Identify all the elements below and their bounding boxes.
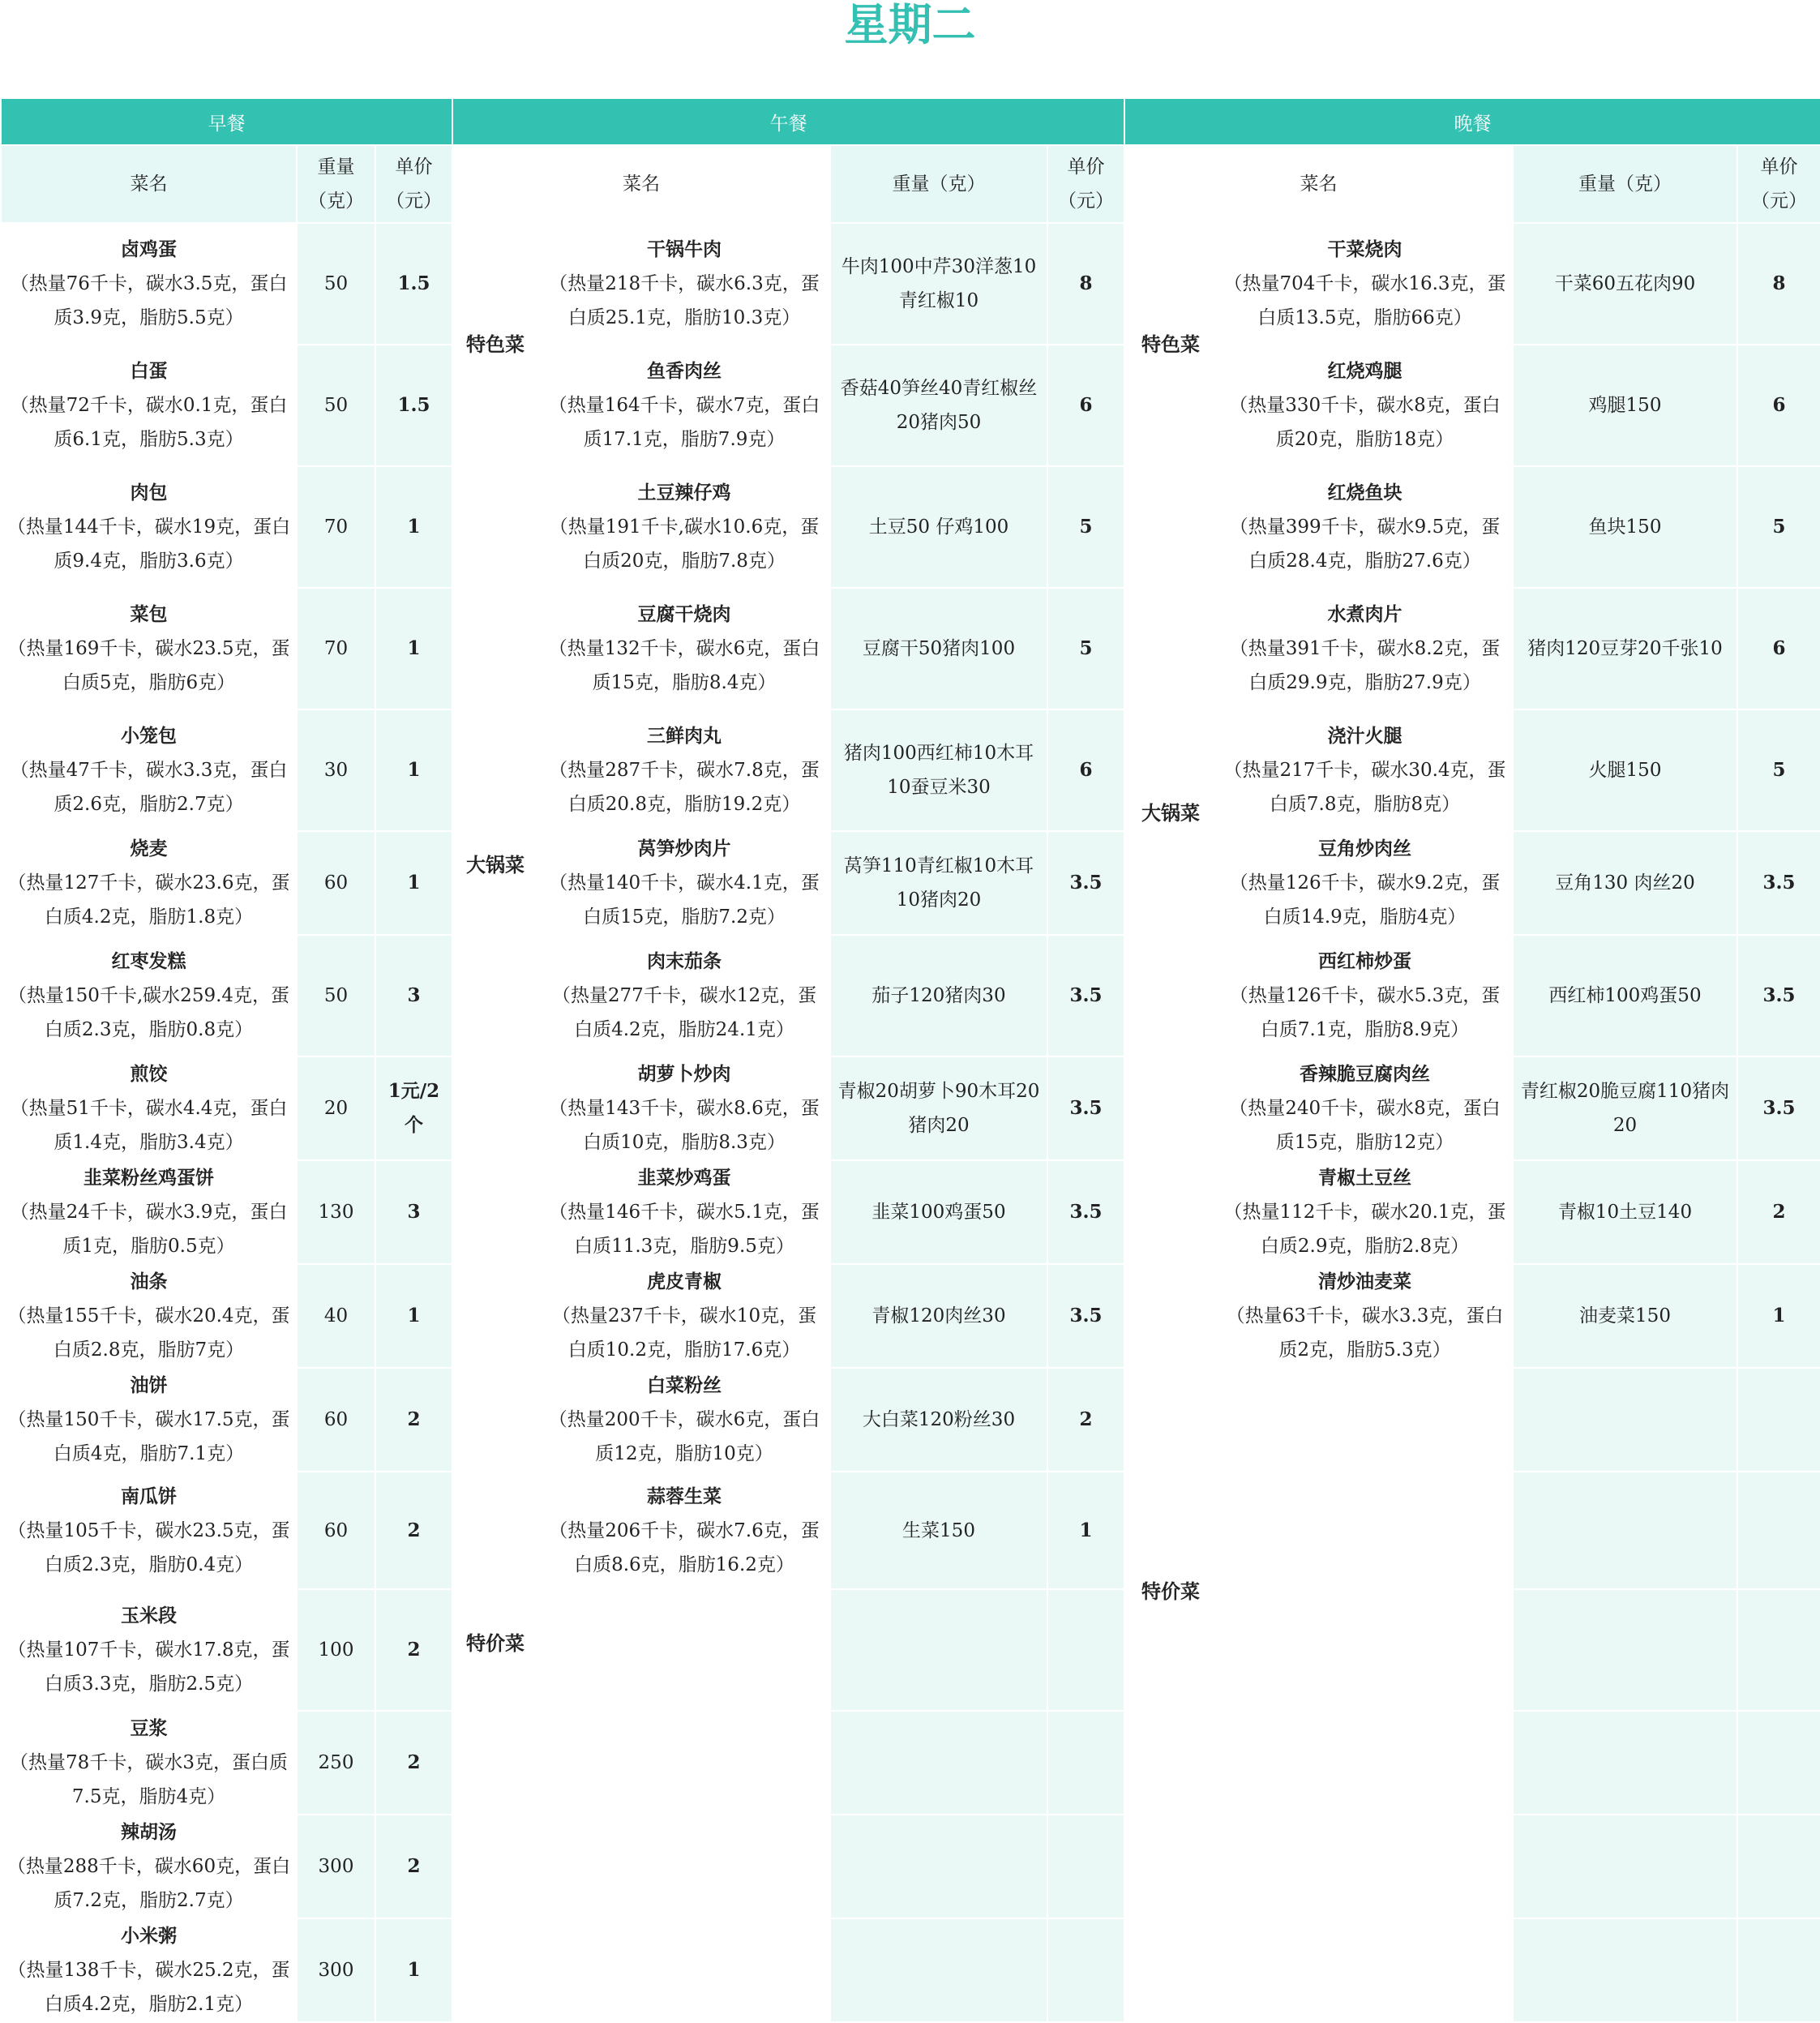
menu-row <box>1 1815 1820 1918</box>
empty-cell <box>1217 1711 1513 1815</box>
empty-cell <box>1047 1918 1124 2022</box>
dish-cell <box>538 1472 830 1589</box>
empty-cell <box>1513 1918 1737 2022</box>
dish-nutrition: （热量200千卡，碳水6克，蛋白质12克，脂肪10克） <box>548 1409 820 1464</box>
dish-nutrition: （热量155千卡，碳水20.4克，蛋白质2.8克，脂肪7克） <box>7 1305 290 1361</box>
menu-row <box>1 223 1820 345</box>
dish-cell <box>1 1711 297 1815</box>
meal-dinner: 晚餐 <box>1124 98 1820 145</box>
dish-nutrition: （热量78千卡，碳水3克，蛋白质7.5克，脂肪4克） <box>10 1752 288 1807</box>
dish-price: 2 <box>375 1368 452 1472</box>
dish-nutrition: （热量24千卡，碳水3.9克，蛋白质1克，脂肪0.5克） <box>10 1202 288 1257</box>
dish-weight: 青椒10土豆140 <box>1513 1160 1737 1264</box>
dish-nutrition: （热量150千卡,碳水259.4克，蛋白质2.3克，脂肪0.8克） <box>7 985 290 1040</box>
dish-cell <box>1 1918 297 2022</box>
dish-nutrition: （热量107千卡，碳水17.8克，蛋白质3.3克，脂肪2.5克） <box>7 1639 290 1695</box>
dish-cell <box>1 1815 297 1918</box>
dish-price: 2 <box>1047 1368 1124 1472</box>
dish-nutrition: （热量217千卡，碳水30.4克，蛋白质7.8克，脂肪8克） <box>1223 760 1506 815</box>
dish-price: 3.5 <box>1737 1057 1820 1160</box>
dish-weight: 油麦菜150 <box>1513 1264 1737 1368</box>
dish-cell <box>1 1589 297 1711</box>
dish-nutrition: （热量126千卡，碳水9.2克，蛋白质14.9克，脂肪4克） <box>1229 872 1501 928</box>
category-value: 特价菜 <box>1124 1160 1217 2022</box>
dish-weight: 50 <box>297 345 375 466</box>
dish-cell <box>1 709 297 831</box>
dish-nutrition: （热量399千卡，碳水9.5克，蛋白质28.4克，脂肪27.6克） <box>1229 516 1501 572</box>
dish-name: 南瓜饼 <box>121 1485 177 1507</box>
dish-weight: 莴笋110青红椒10木耳10猪肉20 <box>830 831 1047 935</box>
dish-weight: 50 <box>297 935 375 1057</box>
col-header-price: 单价（元） <box>1047 145 1124 223</box>
dish-nutrition: （热量105千卡，碳水23.5克，蛋白质2.3克，脂肪0.4克） <box>7 1519 290 1575</box>
dish-nutrition: （热量704千卡，碳水16.3克，蛋白质13.5克，脂肪66克） <box>1223 273 1506 328</box>
dish-cell <box>1217 709 1513 831</box>
dish-name: 白蛋 <box>130 360 168 382</box>
dish-name: 青椒土豆丝 <box>1318 1167 1411 1189</box>
col-header-name: 菜名 <box>452 145 830 223</box>
dish-cell <box>1217 345 1513 466</box>
dish-price: 2 <box>375 1815 452 1918</box>
dish-name: 肉末茄条 <box>647 950 722 972</box>
empty-cell <box>830 1589 1047 1711</box>
col-header-price: 单价（元） <box>375 145 452 223</box>
dish-price: 2 <box>375 1589 452 1711</box>
menu-row <box>1 709 1820 831</box>
dish-nutrition: （热量51千卡，碳水4.4克，蛋白质1.4克，脂肪3.4克） <box>10 1098 288 1153</box>
dish-cell <box>1217 831 1513 935</box>
dish-name: 玉米段 <box>121 1605 177 1627</box>
menu-row <box>1 1160 1820 1264</box>
dish-nutrition: （热量287千卡，碳水7.8克，蛋白质20.8克，脂肪19.2克） <box>549 760 820 815</box>
dish-nutrition: （热量143千卡，碳水8.6克，蛋白质10克，脂肪8.3克） <box>549 1098 820 1153</box>
dish-cell <box>538 1160 830 1264</box>
dish-weight: 70 <box>297 466 375 588</box>
dish-weight: 干菜60五花肉90 <box>1513 223 1737 345</box>
dish-nutrition: （热量206千卡，碳水7.6克，蛋白质8.6克，脂肪16.2克） <box>549 1519 820 1575</box>
dish-cell <box>1 466 297 588</box>
dish-weight: 130 <box>297 1160 375 1264</box>
empty-cell <box>1737 1918 1820 2022</box>
dish-weight: 60 <box>297 1472 375 1589</box>
col-header-weight: 重量（克） <box>297 145 375 223</box>
dish-price: 1 <box>375 1264 452 1368</box>
dish-name: 莴笋炒肉片 <box>637 838 731 859</box>
menu-row <box>1 1589 1820 1711</box>
menu-row <box>1 1711 1820 1815</box>
dish-price: 1 <box>375 588 452 709</box>
col-header-price: 单价（元） <box>1737 145 1820 223</box>
dish-name: 小笼包 <box>121 725 177 747</box>
meal-breakfast: 早餐 <box>1 98 452 145</box>
dish-name: 鱼香肉丝 <box>647 360 722 382</box>
dish-price: 5 <box>1047 588 1124 709</box>
empty-cell <box>1217 1368 1513 1472</box>
dish-name: 三鲜肉丸 <box>647 725 722 747</box>
meal-lunch: 午餐 <box>452 98 1124 145</box>
dish-weight: 鸡腿150 <box>1513 345 1737 466</box>
dish-nutrition: （热量126千卡，碳水5.3克，蛋白质7.1克，脂肪8.9克） <box>1229 985 1501 1040</box>
dish-cell <box>1 1368 297 1472</box>
dish-weight: 100 <box>297 1589 375 1711</box>
category-special: 特色菜 <box>1124 223 1217 466</box>
dish-price: 1 <box>375 831 452 935</box>
dish-weight: 250 <box>297 1711 375 1815</box>
dish-nutrition: （热量288千卡，碳水60克，蛋白质7.2克，脂肪2.7克） <box>6 1856 291 1911</box>
dish-name: 水煮肉片 <box>1327 603 1402 625</box>
dish-cell <box>538 1368 830 1472</box>
dish-nutrition: （热量277千卡，碳水12克，蛋白质4.2克，脂肪24.1克） <box>551 985 817 1040</box>
empty-cell <box>1513 1589 1737 1711</box>
dish-name: 香辣脆豆腐肉丝 <box>1300 1063 1430 1085</box>
menu-row <box>1 1057 1820 1160</box>
empty-cell <box>1217 1472 1513 1589</box>
dish-weight: 青椒20胡萝卜90木耳20猪肉20 <box>830 1057 1047 1160</box>
menu-row <box>1 345 1820 466</box>
empty-cell <box>830 1918 1047 2022</box>
dish-nutrition: （热量191千卡,碳水10.6克，蛋白质20克，脂肪7.8克） <box>549 516 820 572</box>
dish-cell <box>1217 466 1513 588</box>
dish-cell <box>538 345 830 466</box>
dish-price: 3 <box>375 935 452 1057</box>
dish-name: 豆腐干烧肉 <box>637 603 731 625</box>
dish-weight: 300 <box>297 1815 375 1918</box>
dish-name: 白菜粉丝 <box>647 1374 722 1396</box>
dish-price: 3.5 <box>1047 1057 1124 1160</box>
dish-weight: 青椒120肉丝30 <box>830 1264 1047 1368</box>
dish-price: 1 <box>375 709 452 831</box>
dish-name: 浇汁火腿 <box>1327 725 1402 747</box>
dish-price: 3.5 <box>1047 935 1124 1057</box>
dish-name: 土豆辣仔鸡 <box>637 482 731 504</box>
dish-weight: 猪肉120豆芽20千张10 <box>1513 588 1737 709</box>
dish-name: 蒜蓉生菜 <box>647 1485 722 1507</box>
empty-cell <box>1513 1815 1737 1918</box>
dish-cell <box>1217 588 1513 709</box>
dish-cell <box>1217 1057 1513 1160</box>
empty-cell <box>538 1815 830 1918</box>
empty-cell <box>830 1711 1047 1815</box>
dish-name: 烧麦 <box>130 838 168 859</box>
menu-row <box>1 1472 1820 1589</box>
dish-nutrition: （热量240千卡，碳水8克，蛋白质15克，脂肪12克） <box>1229 1098 1501 1153</box>
dish-price: 3.5 <box>1047 1160 1124 1264</box>
dish-nutrition: （热量140千卡，碳水4.1克，蛋白质15克，脂肪7.2克） <box>549 872 820 928</box>
col-header-weight: 重量（克） <box>830 145 1047 223</box>
meal-header-row <box>1 98 1820 145</box>
category-special: 特色菜 <box>452 223 538 466</box>
dish-price: 2 <box>1737 1160 1820 1264</box>
dish-name: 韭菜炒鸡蛋 <box>637 1167 731 1189</box>
dish-name: 油饼 <box>130 1374 168 1396</box>
dish-price: 3.5 <box>1737 935 1820 1057</box>
empty-cell <box>1217 1918 1513 2022</box>
dish-nutrition: （热量76千卡，碳水3.5克，蛋白质3.9克，脂肪5.5克） <box>10 273 288 328</box>
dish-nutrition: （热量169千卡，碳水23.5克，蛋白质5克，脂肪6克） <box>7 638 290 693</box>
empty-cell <box>1047 1815 1124 1918</box>
dish-nutrition: （热量330千卡，碳水8克，蛋白质20克，脂肪18克） <box>1229 395 1501 450</box>
dish-weight: 30 <box>297 709 375 831</box>
dish-cell <box>1217 223 1513 345</box>
dish-cell <box>1217 935 1513 1057</box>
dish-weight: 茄子120猪肉30 <box>830 935 1047 1057</box>
dish-name: 菜包 <box>130 603 168 625</box>
dish-price: 2 <box>375 1711 452 1815</box>
empty-cell <box>1513 1711 1737 1815</box>
dish-nutrition: （热量164千卡，碳水7克，蛋白质17.1克，脂肪7.9克） <box>548 395 820 450</box>
dish-price: 3 <box>375 1160 452 1264</box>
dish-weight: 70 <box>297 588 375 709</box>
dish-cell <box>1 1264 297 1368</box>
dish-weight: 大白菜120粉丝30 <box>830 1368 1047 1472</box>
dish-nutrition: （热量218千卡，碳水6.3克，蛋白质25.1克，脂肪10.3克） <box>549 273 820 328</box>
empty-cell <box>830 1815 1047 1918</box>
dish-weight: 生菜150 <box>830 1472 1047 1589</box>
dish-nutrition: （热量150千卡，碳水17.5克，蛋白质4克，脂肪7.1克） <box>7 1409 290 1464</box>
dish-cell <box>538 1264 830 1368</box>
dish-price: 1.5 <box>375 345 452 466</box>
dish-cell <box>538 588 830 709</box>
menu-row <box>1 1264 1820 1368</box>
dish-name: 肉包 <box>130 482 168 504</box>
dish-price: 8 <box>1047 223 1124 345</box>
dish-cell <box>1 1160 297 1264</box>
menu-body <box>1 223 1820 2022</box>
dish-cell <box>1 223 297 345</box>
dish-cell <box>1 588 297 709</box>
dish-name: 韭菜粉丝鸡蛋饼 <box>84 1167 214 1189</box>
dish-nutrition: （热量112千卡，碳水20.1克，蛋白质2.9克，脂肪2.8克） <box>1223 1202 1506 1257</box>
empty-cell <box>1737 1589 1820 1711</box>
dish-weight: 韭菜100鸡蛋50 <box>830 1160 1047 1264</box>
menu-row <box>1 831 1820 935</box>
dish-name: 小米粥 <box>121 1925 177 1947</box>
dish-price: 1 <box>1737 1264 1820 1368</box>
dish-nutrition: （热量127千卡，碳水23.6克，蛋白质4.2克，脂肪1.8克） <box>7 872 290 928</box>
dish-name: 清炒油麦菜 <box>1318 1271 1411 1292</box>
dish-cell <box>538 466 830 588</box>
empty-cell <box>1217 1815 1513 1918</box>
dish-price: 1 <box>375 1918 452 2022</box>
dish-weight: 40 <box>297 1264 375 1368</box>
dish-name: 豆角炒肉丝 <box>1318 838 1411 859</box>
dish-weight: 60 <box>297 831 375 935</box>
dish-weight: 香菇40笋丝40青红椒丝20猪肉50 <box>830 345 1047 466</box>
dish-nutrition: （热量391千卡，碳水8.2克，蛋白质29.9克，脂肪27.9克） <box>1229 638 1501 693</box>
dish-name: 辣胡汤 <box>121 1821 177 1843</box>
dish-nutrition: （热量138千卡，碳水25.2克，蛋白质4.2克，脂肪2.1克） <box>7 1960 290 2015</box>
empty-cell <box>1737 1368 1820 1472</box>
dish-price: 5 <box>1047 466 1124 588</box>
dish-cell <box>1 1472 297 1589</box>
menu-row <box>1 935 1820 1057</box>
dish-cell <box>1 831 297 935</box>
category-value: 特价菜 <box>452 1264 538 2022</box>
dish-name: 豆浆 <box>130 1717 168 1739</box>
empty-cell <box>1737 1472 1820 1589</box>
dish-name: 胡萝卜炒肉 <box>637 1063 731 1085</box>
dish-name: 油条 <box>130 1271 168 1292</box>
menu-table <box>0 97 1820 2023</box>
dish-price: 6 <box>1047 709 1124 831</box>
dish-weight: 60 <box>297 1368 375 1472</box>
empty-cell <box>1217 1589 1513 1711</box>
dish-nutrition: （热量63千卡，碳水3.3克，蛋白质2克，脂肪5.3克） <box>1226 1305 1504 1361</box>
dish-name: 红枣发糕 <box>111 950 186 972</box>
menu-row <box>1 466 1820 588</box>
dish-price: 3.5 <box>1737 831 1820 935</box>
dish-weight: 猪肉100西红柿10木耳10蚕豆米30 <box>830 709 1047 831</box>
dish-weight: 青红椒20脆豆腐110猪肉20 <box>1513 1057 1737 1160</box>
dish-price: 2 <box>375 1472 452 1589</box>
empty-cell <box>1513 1472 1737 1589</box>
dish-weight: 300 <box>297 1918 375 2022</box>
dish-nutrition: （热量132千卡，碳水6克，蛋白质15克，脂肪8.4克） <box>548 638 820 693</box>
dish-name: 煎饺 <box>130 1063 168 1085</box>
dish-price: 3.5 <box>1047 1264 1124 1368</box>
dish-cell <box>1 935 297 1057</box>
dish-weight: 鱼块150 <box>1513 466 1737 588</box>
column-header-row <box>1 145 1820 223</box>
dish-name: 西红柿炒蛋 <box>1318 950 1411 972</box>
dish-weight: 西红柿100鸡蛋50 <box>1513 935 1737 1057</box>
dish-nutrition: （热量146千卡，碳水5.1克，蛋白质11.3克，脂肪9.5克） <box>549 1202 820 1257</box>
dish-price: 1 <box>1047 1472 1124 1589</box>
dish-cell <box>538 831 830 935</box>
dish-price: 6 <box>1737 588 1820 709</box>
dish-weight: 豆角130 肉丝20 <box>1513 831 1737 935</box>
dish-nutrition: （热量47千卡，碳水3.3克，蛋白质2.6克，脂肪2.7克） <box>10 760 288 815</box>
category-pot: 大锅菜 <box>1124 466 1217 1160</box>
dish-weight: 牛肉100中芹30洋葱10青红椒10 <box>830 223 1047 345</box>
menu-row <box>1 1918 1820 2022</box>
empty-cell <box>538 1918 830 2022</box>
dish-cell <box>538 223 830 345</box>
empty-cell <box>538 1711 830 1815</box>
empty-cell <box>1047 1589 1124 1711</box>
dish-name: 卤鸡蛋 <box>121 238 177 260</box>
dish-price: 1.5 <box>375 223 452 345</box>
dish-price: 8 <box>1737 223 1820 345</box>
empty-cell <box>1047 1711 1124 1815</box>
dish-name: 虎皮青椒 <box>647 1271 722 1292</box>
col-header-weight: 重量（克） <box>1513 145 1737 223</box>
page-title: 星期二 <box>844 0 976 50</box>
dish-name: 干锅牛肉 <box>647 238 722 260</box>
dish-weight: 50 <box>297 223 375 345</box>
dish-weight: 豆腐干50猪肉100 <box>830 588 1047 709</box>
dish-weight: 土豆50 仔鸡100 <box>830 466 1047 588</box>
empty-cell <box>1737 1815 1820 1918</box>
dish-price: 5 <box>1737 466 1820 588</box>
menu-row <box>1 588 1820 709</box>
category-pot: 大锅菜 <box>452 466 538 1264</box>
dish-cell <box>538 935 830 1057</box>
empty-cell <box>1513 1368 1737 1472</box>
dish-weight: 火腿150 <box>1513 709 1737 831</box>
col-header-name: 菜名 <box>1 145 297 223</box>
dish-nutrition: （热量144千卡，碳水19克，蛋白质9.4克，脂肪3.6克） <box>6 516 291 572</box>
dish-cell <box>1 1057 297 1160</box>
dish-cell <box>1217 1160 1513 1264</box>
empty-cell <box>1737 1711 1820 1815</box>
dish-cell <box>1217 1264 1513 1368</box>
empty-cell <box>538 1589 830 1711</box>
dish-name: 干菜烧肉 <box>1327 238 1402 260</box>
menu-row <box>1 1368 1820 1472</box>
dish-price: 6 <box>1737 345 1820 466</box>
dish-price: 1 <box>375 466 452 588</box>
dish-price: 5 <box>1737 709 1820 831</box>
dish-nutrition: （热量237千卡，碳水10克，蛋白质10.2克，脂肪17.6克） <box>551 1305 817 1361</box>
dish-price: 3.5 <box>1047 831 1124 935</box>
dish-price: 6 <box>1047 345 1124 466</box>
dish-cell <box>1 345 297 466</box>
col-header-name: 菜名 <box>1124 145 1513 223</box>
dish-price: 1元/2个 <box>375 1057 452 1160</box>
dish-cell <box>538 1057 830 1160</box>
dish-name: 红烧鸡腿 <box>1327 360 1402 382</box>
dish-cell <box>538 709 830 831</box>
dish-name: 红烧鱼块 <box>1327 482 1402 504</box>
dish-weight: 20 <box>297 1057 375 1160</box>
dish-nutrition: （热量72千卡，碳水0.1克，蛋白质6.1克，脂肪5.3克） <box>10 395 288 450</box>
